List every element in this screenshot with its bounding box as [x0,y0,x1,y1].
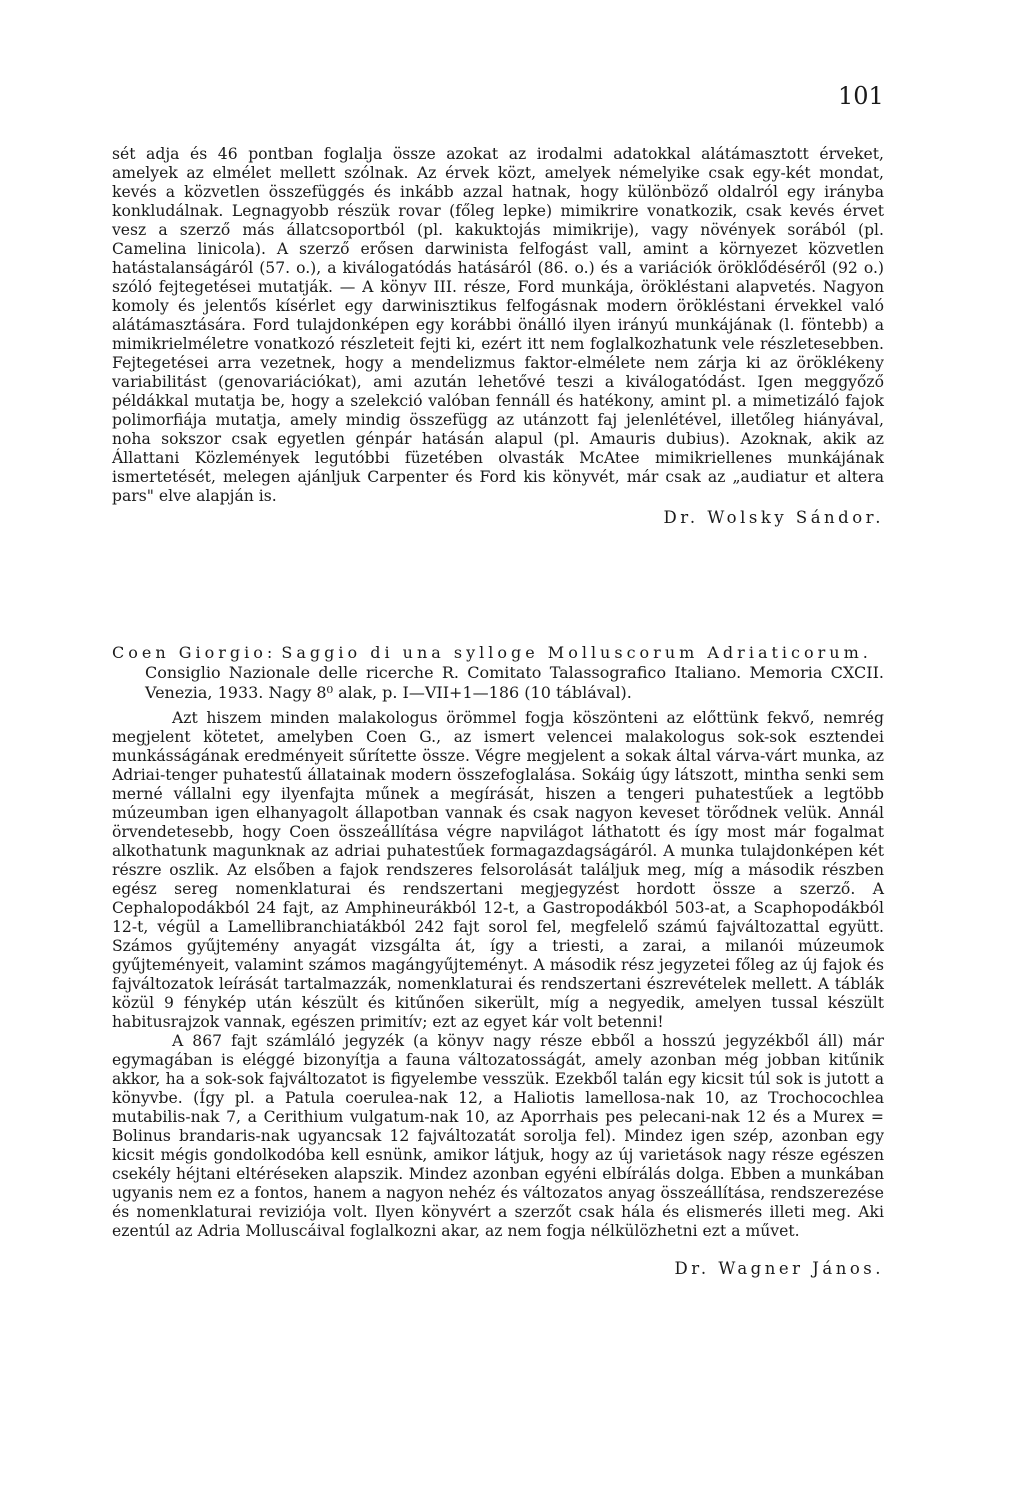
review2-title: Saggio di una sylloge Molluscorum Adriaticorum. [281,643,872,662]
review2-paragraph-2: A 867 fajt számláló jegyzék (a könyv nagy része ebből a hosszú jegyzékből áll) már egymagában is eléggé bizonyítja a fauna változatosságát, amely azonban még jobban kitűnik akkor, ha a sok-sok fajváltozatot is figyelembe vesszük. Ezekből talán egy kicsit túl sok is jutott a könyvbe. (Így pl. a Patula coerulea-nak 12, a Haliotis lamellosa-nak 10, az Trochocochlea mutabilis-nak 7, a Cerithium vulgatum-nak 10, az Aporrhais pes pelecani-nak 12 és a Murex = Bolinus brandaris-nak ugyancsak 12 fajváltozatát sorolja fel). Mindez igen szép, azonban egy kicsit mégis gondolkodóba kell esnünk, amikor látjuk, hogy az új varietások nagy része egészen csekély héjtani eltéréseken alapszik. Mindez azonban egyéni elbírálás dolga. Ebben a munkában ugyanis nem ez a fontos, hanem a nagyon nehéz és változatos anyag összeállítása, rendszerezése és nomenklaturai reviziója volt. Ilyen könyvért a szerzőt csak hála és elismerés illeti meg. Aki ezentúl az Adria Molluscáival foglalkozni akar, az nem fogja nélkülözhetni ezt a művet. [112,1032,884,1240]
review2-paragraph-1: Azt hiszem minden malakologus örömmel fogja köszönteni az előttünk fekvő, nemrég megjelent kötetet, amelyben Coen G., az ismert velencei malakologus sok-sok esztendei munkásságának eredményeit sűrítette össze. Végre megjelent a sokak által várva-várt munka, az Adriai-tenger puhatestű állatainak modern összefoglalása. Sokáig úgy látszott, mintha senki sem merné vállalni egy ilyenfajta műnek a megírását, hiszen a tengeri puhatestűek a legtöbb múzeumban igen elhanyagolt állapotban vannak és csak nagyon keveset törődnek velük. Annál örvendetesebb, hogy Coen összeállítása végre napvilágot láthatott és így most már fogalmat alkothatunk magunknak az adriai puhatestűek formagazdagságáról. A munka tulajdonképen két részre oszlik. Az elsőben a fajok rendszeres felsorolását találjuk meg, míg a második részben egész sereg nomenklaturai és rendszertani megjegyzést hordott össze a szerző. A Cephalopodákból 24 fajt, az Amphineurákból 12-t, a Gastropodákból 503-at, a Scaphopodákból 12-t, végül a Lamellibranchiatákból 242 fajt sorol fel, megfelelő számú fajváltozattal együtt. Számos gyűjtemény anyagát vizsgálta át, így a triesti, a zarai, a milanói múzeumok gyűjteményeit, valamint számos magángyűjteményt. A második rész jegyzetei főleg az új fajok és fajváltozatok leírását tartalmazzák, nomenklaturai és rendszertani észrevételek mellett. A táblák közül 9 fénykép után készült és kitűnően sikerült, míg a negyedik, amelyen tussal készült habitusrajzok vannak, egészen primitív; ezt az egyet kár volt betenni! [112,709,884,1031]
review-coen [112,643,884,1278]
review1-body: sét adja és 46 pontban foglalja össze azokat az irodalmi adatokkal alátámasztott érveket, amelyek az elmélet mellett szólnak. Az érvek közt, amelyek némelyike csak egy-két mondat, kevés a közvetlen összefüggés és inkább azzal hatnak, hogy különböző oldalról egy irányba konkludálnak. Legnagyobb részük rovar (főleg lepke) mimikrire vonatkozik, csak kevés érvet vesz a szerző más állatcsoportból (pl. kakuktojás mimikrije), vagy növények sorából (pl. Camelina linicola). A szerző erősen darwinista felfogást vall, amint a környezet közvetlen hatástalanságáról (57. o.), a kiválogatódás hatásáról (86. o.) és a variációk öröklődéséről (92 o.) szóló fejtegetései mutatják. — A könyv III. része, Ford munkája, örökléstani alapvetés. Nagyon komoly és jelentős kísérlet egy darwinisztikus felfogásnak modern örökléstani érvekkel való alátámasztására. Ford tulajdonképen egy korábbi önálló ilyen irányú munkájának (l. föntebb) a mimikrielméletre vonatkozó részleteit fejti ki, ezért itt nem foglalkozhatunk vele részletesebben. Fejtegetései arra vezetnek, hogy a mendelizmus faktor-elmélete nem zárja ki az öröklékeny variabilitást (genovariációkat), ami azután lehetővé teszi a kiválogatódást. Igen meggyőző példákkal mutatja be, hogy a szelekció valóban fennáll és hatékony, amint pl. a mimetizáló fajok polimorfiája mutatja, amely mindig összefügg az utánzott faj jelenlétével, illetőleg hiányával, noha sokszor csak egyetlen génpár hatásán alapul (pl. Amauris dubius). Azoknak, akik az Állattani Közlemények legutóbbi füzetében olvasták McAtee mimikriellenes munkájának ismertetését, melegen ajánljuk Carpenter és Ford kis könyvét, már csak az „audiatur et altera pars" elve alapján is. [112,145,884,505]
page-number: 101 [838,82,884,110]
review2-author: Coen Giorgio: [112,643,277,662]
review2-signature: Dr. Wagner János. [674,1259,884,1278]
review2-heading [112,643,884,703]
review1-signature: Dr. Wolsky Sándor. [663,508,884,527]
review-continuation [112,145,884,527]
review2-reference: Consiglio Nazionale delle ricerche R. Comitato Talassografico Italiano. Memoria CXCII. Venezia, 1933. Nagy 8⁰ alak, p. I—VII+1—186 (10 táblával). [145,663,884,702]
